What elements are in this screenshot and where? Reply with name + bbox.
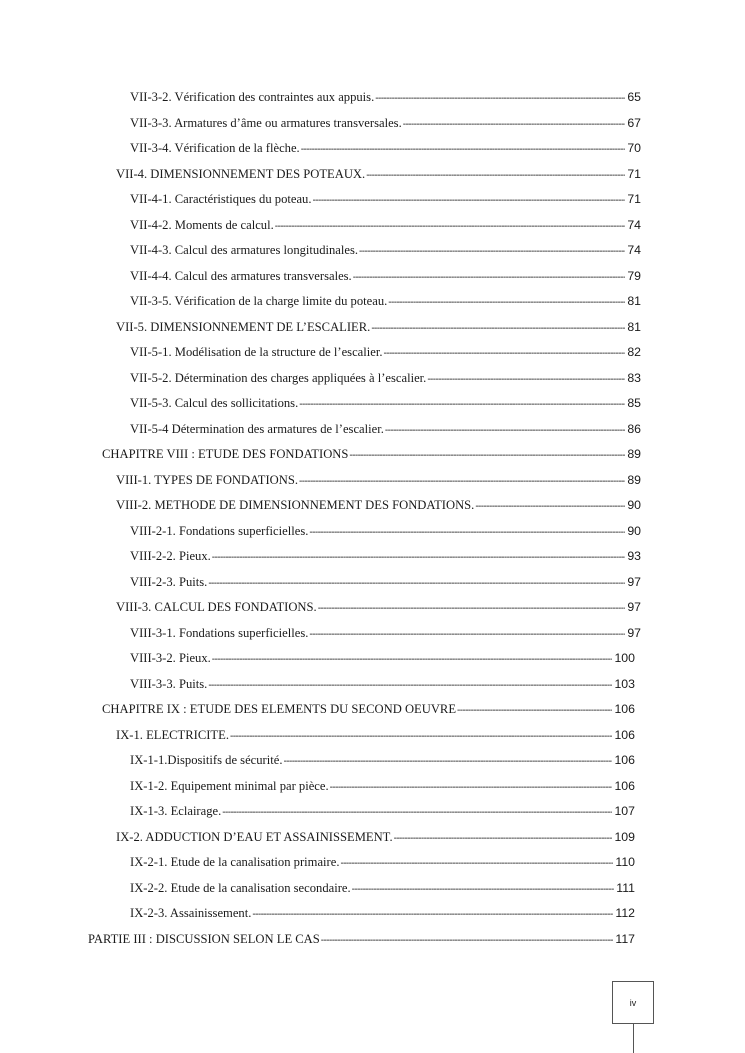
toc-entry[interactable] (130, 190, 641, 208)
toc-entry[interactable] (130, 114, 641, 132)
dot-leader (340, 855, 613, 873)
toc-entry-label: VII-4. DIMENSIONNEMENT DES POTEAUX. (116, 167, 366, 181)
toc-entry-label: IX-2-3. Assainissement. (130, 906, 252, 920)
toc-entry-label: VIII-2. METHODE DE DIMENSIONNEMENT DES FONDATIONS. (116, 498, 475, 512)
dot-leader (208, 677, 612, 695)
toc-entry[interactable] (130, 573, 641, 591)
toc-entry[interactable] (130, 624, 641, 642)
toc-entry-label: VII-3-5. Vérification de la charge limite du poteau. (130, 294, 388, 308)
toc-entry-label: VII-3-2. Vérification des contraintes aux appuis. (130, 90, 375, 104)
toc-entry-page: 90 (627, 498, 641, 512)
dot-leader (353, 269, 626, 287)
toc-entry-page: 71 (627, 167, 641, 181)
toc-entry[interactable] (116, 828, 635, 846)
toc-entry[interactable] (116, 318, 641, 336)
dot-leader (321, 932, 614, 950)
toc-entry[interactable] (130, 879, 635, 897)
dot-leader (403, 116, 626, 134)
toc-entry-page: 86 (627, 422, 641, 436)
dot-leader (475, 498, 625, 516)
toc-entry-label: IX-1-2. Equipement minimal par pièce. (130, 779, 329, 793)
dot-leader (208, 575, 625, 593)
toc-entry-page: 70 (627, 141, 641, 155)
dot-leader (313, 192, 626, 210)
toc-entry-page: 93 (627, 549, 641, 563)
toc-entry-page: 112 (615, 906, 635, 920)
toc-entry-page: 106 (614, 753, 635, 767)
toc-entry-label: IX-1. ELECTRICITE. (116, 728, 229, 742)
toc-entry[interactable] (130, 751, 635, 769)
toc-entry[interactable] (130, 267, 641, 285)
toc-entry-label: VII-3-4. Vérification de la flèche. (130, 141, 300, 155)
toc-entry[interactable] (130, 420, 641, 438)
page-number-rule (633, 1024, 634, 1053)
toc-entry-page: 74 (627, 218, 641, 232)
dot-leader (371, 320, 625, 338)
toc-entry-page: 97 (627, 575, 641, 589)
toc-entry[interactable] (88, 930, 635, 948)
dot-leader (427, 371, 625, 389)
toc-entry[interactable] (130, 675, 635, 693)
dot-leader (222, 804, 612, 822)
dot-leader (212, 549, 626, 567)
toc-entry-label: VII-3-3. Armatures d’âme ou armatures transversales. (130, 116, 402, 130)
toc-entry[interactable] (130, 343, 641, 361)
toc-entry-page: 67 (627, 116, 641, 130)
toc-entry-label: VII-5-3. Calcul des sollicitations. (130, 396, 299, 410)
toc-entry-page: 107 (614, 804, 635, 818)
toc-entry[interactable] (130, 853, 635, 871)
toc-entry-label: PARTIE III : DISCUSSION SELON LE CAS (88, 932, 320, 946)
toc-entry-page: 97 (627, 626, 641, 640)
toc-entry-label: VII-4-3. Calcul des armatures longitudinales. (130, 243, 359, 257)
toc-entry-label: VIII-3. CALCUL DES FONDATIONS. (116, 600, 317, 614)
page-number-box (612, 981, 654, 1024)
toc-entry-label: VIII-1. TYPES DE FONDATIONS. (116, 473, 299, 487)
toc-entry-label: VII-5-1. Modélisation de la structure de l’escalier. (130, 345, 383, 359)
dot-leader (457, 702, 612, 720)
dot-leader (299, 473, 625, 491)
dot-leader (309, 626, 625, 644)
toc-entry-page: 71 (627, 192, 641, 206)
toc-entry-label: IX-2-2. Etude de la canalisation secondaire. (130, 881, 351, 895)
toc-entry-page: 117 (615, 932, 635, 946)
dot-leader (301, 141, 626, 159)
toc-entry-page: 89 (627, 473, 641, 487)
toc-entry[interactable] (102, 445, 641, 463)
toc-entry-page: 65 (627, 90, 641, 104)
toc-entry-page: 90 (627, 524, 641, 538)
toc-entry-label: VII-5-4 Détermination des armatures de l’escalier. (130, 422, 384, 436)
toc-entry[interactable] (130, 522, 641, 540)
toc-entry[interactable] (116, 496, 641, 514)
toc-entry-page: 100 (614, 651, 635, 665)
toc-entry-label: VII-4-1. Caractéristiques du poteau. (130, 192, 312, 206)
toc-entry-page: 81 (627, 294, 641, 308)
toc-entry-page: 83 (627, 371, 641, 385)
toc-entry-label: VII-4-2. Moments de calcul. (130, 218, 274, 232)
toc-entry-page: 103 (614, 677, 635, 691)
toc-entry[interactable] (130, 292, 641, 310)
toc-entry-page: 81 (627, 320, 641, 334)
toc-entry-page: 106 (614, 728, 635, 742)
toc-entry-label: IX-1-3. Eclairage. (130, 804, 222, 818)
dot-leader (318, 600, 626, 618)
dot-leader (394, 830, 613, 848)
dot-leader (275, 218, 626, 236)
toc-entry-label: VII-5-2. Détermination des charges appliquées à l’escalier. (130, 371, 427, 385)
dot-leader (388, 294, 625, 312)
toc-entry-page: 111 (616, 881, 635, 895)
toc-entry[interactable] (130, 394, 641, 412)
dot-leader (349, 447, 625, 465)
dot-leader (212, 651, 613, 669)
toc-entry-page: 110 (615, 855, 635, 869)
toc-entry[interactable] (116, 726, 635, 744)
toc-entry[interactable] (130, 547, 641, 565)
toc-entry-page: 109 (614, 830, 635, 844)
toc-entry[interactable] (130, 216, 641, 234)
toc-entry-page: 74 (627, 243, 641, 257)
toc-entry[interactable] (130, 649, 635, 667)
toc-entry-page: 97 (627, 600, 641, 614)
toc-entry[interactable] (130, 369, 641, 387)
dot-leader (252, 906, 613, 924)
toc-entry-label: VIII-3-3. Puits. (130, 677, 208, 691)
toc-entry[interactable] (130, 88, 641, 106)
toc-entry[interactable] (116, 598, 641, 616)
toc-entry[interactable] (130, 777, 635, 795)
toc-entry-label: IX-1-1.Dispositifs de sécurité. (130, 753, 283, 767)
toc-entry-label: VII-5. DIMENSIONNEMENT DE L’ESCALIER. (116, 320, 371, 334)
toc-entry-label: IX-2. ADDUCTION D’EAU ET ASSAINISSEMENT. (116, 830, 393, 844)
dot-leader (309, 524, 625, 542)
dot-leader (383, 345, 625, 363)
dot-leader (330, 779, 613, 797)
toc-entry-label: VII-4-4. Calcul des armatures transversales. (130, 269, 352, 283)
toc-entry-label: VIII-3-2. Pieux. (130, 651, 211, 665)
toc-entry-page: 85 (627, 396, 641, 410)
toc-entry-page: 79 (627, 269, 641, 283)
toc-entry-label: VIII-2-3. Puits. (130, 575, 208, 589)
toc-entry-page: 82 (627, 345, 641, 359)
dot-leader (230, 728, 613, 746)
toc-entry-label: CHAPITRE IX : ETUDE DES ELEMENTS DU SECOND OEUVRE (102, 702, 457, 716)
page-number: iv (629, 997, 637, 1008)
toc-entry[interactable] (130, 241, 641, 259)
toc-entry[interactable] (116, 471, 641, 489)
dot-leader (385, 422, 625, 440)
toc-entry-label: VIII-2-2. Pieux. (130, 549, 211, 563)
toc-entry-page: 106 (614, 779, 635, 793)
toc-entry[interactable] (130, 802, 635, 820)
toc-entry[interactable] (130, 139, 641, 157)
dot-leader (284, 753, 613, 771)
toc-entry-page: 106 (614, 702, 635, 716)
dot-leader (366, 167, 625, 185)
toc-entry[interactable] (102, 700, 635, 718)
toc-entry-label: CHAPITRE VIII : ETUDE DES FONDATIONS (102, 447, 349, 461)
toc-entry[interactable] (130, 904, 635, 922)
toc-entry[interactable] (116, 165, 641, 183)
dot-leader (299, 396, 625, 414)
toc-entry-page: 89 (627, 447, 641, 461)
toc-entry-label: VIII-2-1. Fondations superficielles. (130, 524, 309, 538)
dot-leader (359, 243, 625, 261)
dot-leader (352, 881, 615, 899)
toc-entry-label: VIII-3-1. Fondations superficielles. (130, 626, 309, 640)
dot-leader (375, 90, 625, 108)
toc-entry-label: IX-2-1. Etude de la canalisation primaire. (130, 855, 340, 869)
